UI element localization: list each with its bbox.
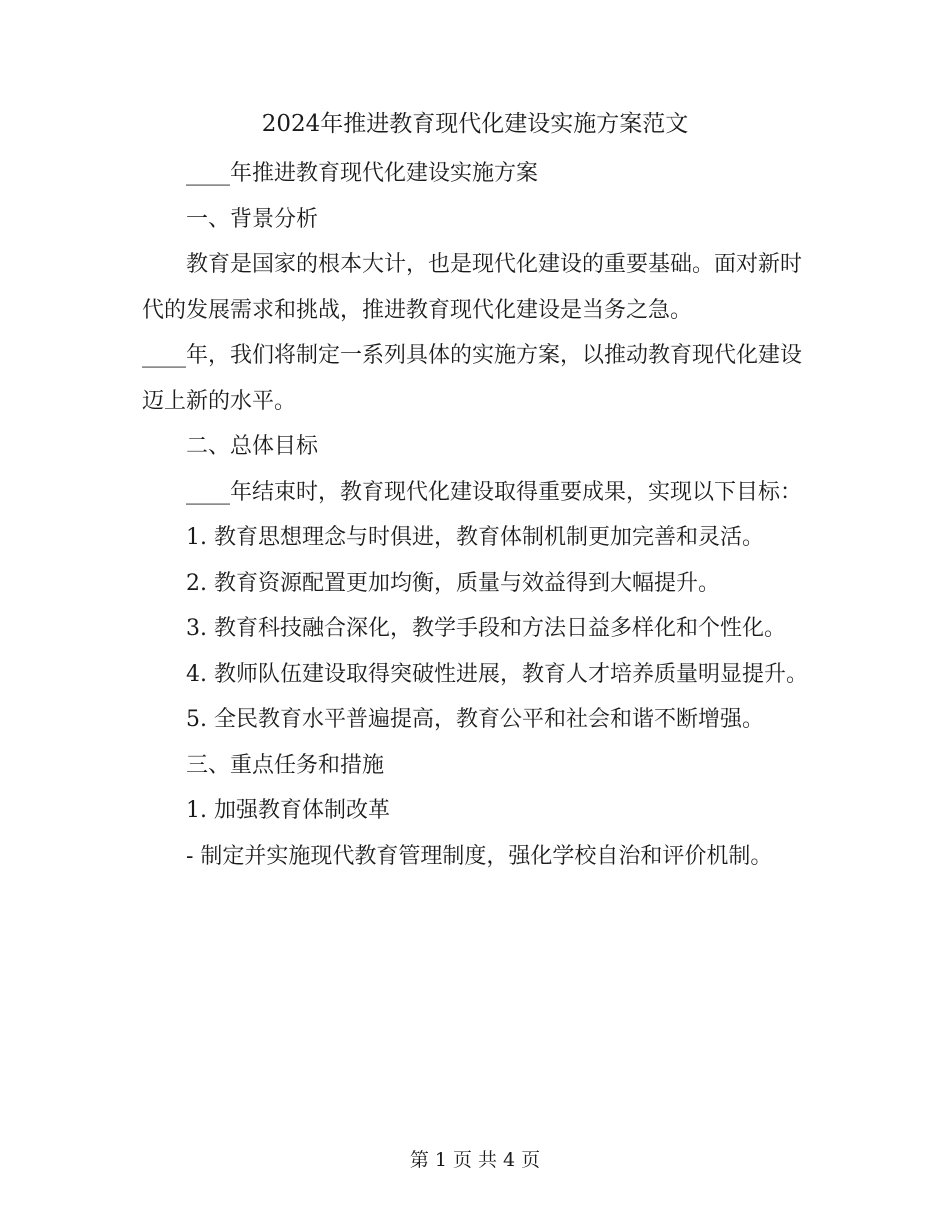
goal-item-4: 4. 教师队伍建设取得突破性进展，教育人才培养质量明显提升。: [186, 661, 808, 687]
document-body: [142, 151, 810, 879]
document-title: 2024年推进教育现代化建设实施方案范文: [261, 111, 689, 137]
task-bullet-1: - 制定并实施现代教育管理制度，强化学校自治和评价机制。: [186, 843, 773, 869]
goal-item-1: 1. 教育思想理念与时俱进，教育体制机制更加完善和灵活。: [186, 525, 764, 550]
paragraph-plan: ____年，我们将制定一系列具体的实施方案，以推动教育现代化建设迈上新的水平。: [142, 343, 803, 414]
subtitle-paragraph: ____年推进教育现代化建设实施方案: [186, 161, 539, 186]
page-footer: 第 1 页 共 4 页: [409, 1149, 541, 1171]
task-heading-1: 1. 加强教育体制改革: [186, 798, 390, 823]
section-heading-goals: 二、总体目标: [186, 434, 319, 459]
goal-item-2: 2. 教育资源配置更加均衡，质量与效益得到大幅提升。: [186, 570, 720, 596]
section-heading-tasks: 三、重点任务和措施: [186, 752, 385, 778]
goal-item-5: 5. 全民教育水平普遍提高，教育公平和社会和谐不断增强。: [186, 707, 764, 732]
section-heading-background: 一、背景分析: [186, 206, 319, 232]
goal-item-3: 3. 教育科技融合深化，教学手段和方法日益多样化和个性化。: [186, 616, 786, 641]
paragraph-background: 教育是国家的根本大计，也是现代化建设的重要基础。面对新时代的发展需求和挑战，推进教育现代化建设是当务之急。: [142, 252, 803, 323]
paragraph-goals-intro: ____年结束时，教育现代化建设取得重要成果，实现以下目标：: [186, 479, 803, 505]
